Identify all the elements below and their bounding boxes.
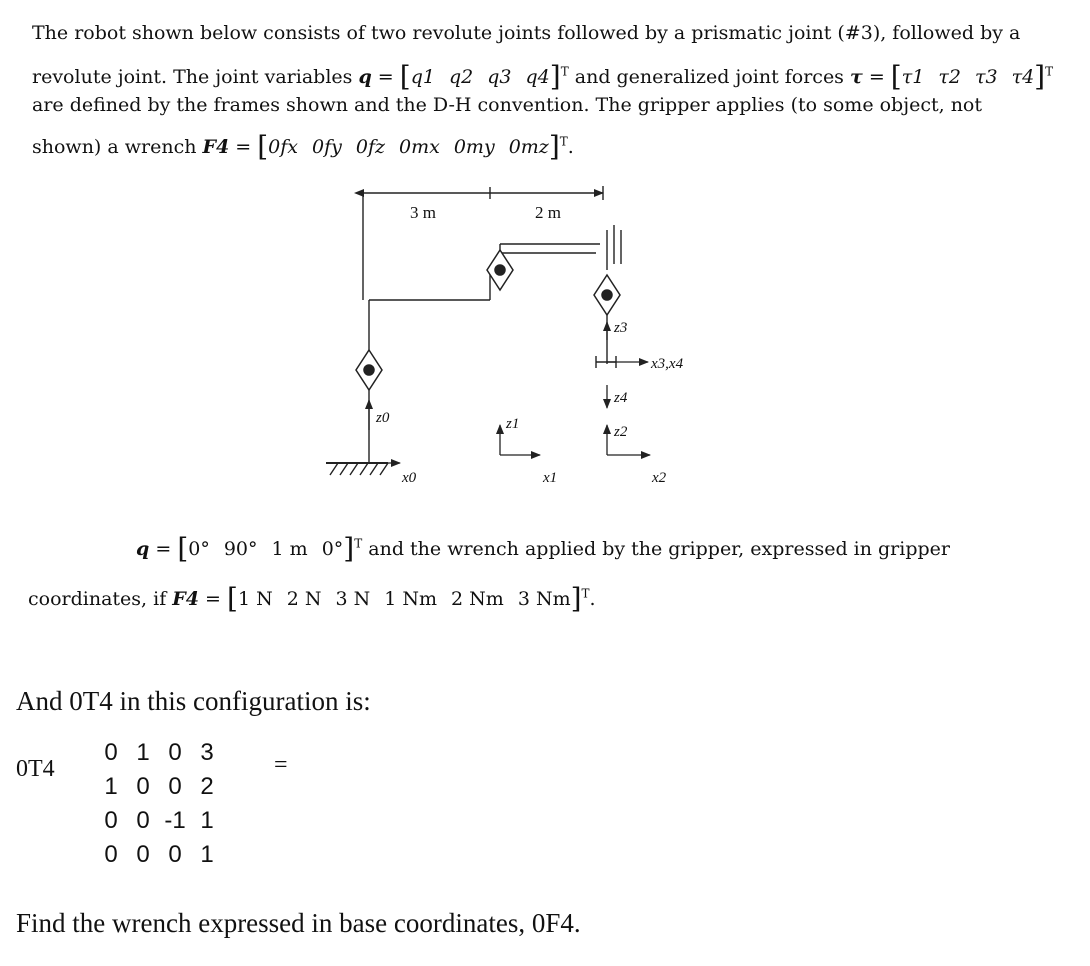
wrench-value: 3 N bbox=[335, 588, 371, 610]
wrench-element: 0fz bbox=[355, 136, 386, 158]
z4-label: z4 bbox=[614, 390, 628, 406]
q-value: 0° bbox=[321, 538, 344, 560]
transpose-mark: T bbox=[560, 64, 569, 79]
robot-diagram bbox=[0, 180, 1090, 500]
ground-hatch bbox=[330, 463, 388, 475]
equals-sign: = bbox=[205, 588, 221, 610]
wrench-symbol: F4 bbox=[202, 136, 230, 158]
z1-label: z1 bbox=[506, 416, 520, 432]
x3-x4-label: x3,x4 bbox=[651, 356, 684, 372]
q-value: 90° bbox=[223, 538, 258, 560]
tau-symbol: τ bbox=[849, 66, 863, 88]
given-line-2: coordinates, if F4 = [1 N 2 N 3 N 1 Nm 2 Nm 3 Nm]$^T$. bbox=[28, 582, 596, 615]
equals-sign: = bbox=[868, 66, 885, 88]
matrix-cell: 0 bbox=[104, 807, 118, 834]
transform-matrix bbox=[95, 736, 223, 872]
question-text: Find the wrench expressed in base coordinates, 0F4. bbox=[16, 908, 581, 938]
transpose-mark: T bbox=[581, 586, 590, 601]
matrix-row bbox=[95, 736, 223, 770]
wrench-value: 3 Nm bbox=[517, 588, 571, 610]
matrix-row bbox=[95, 838, 223, 872]
q-element: q1 bbox=[410, 66, 435, 88]
matrix-cell: 0 bbox=[104, 841, 118, 868]
x0-label: x0 bbox=[402, 470, 417, 486]
wrench-symbol: F4 bbox=[172, 588, 199, 610]
matrix-cell: 0 bbox=[168, 739, 182, 766]
matrix-cell: 3 bbox=[200, 739, 214, 766]
equals-sign: = bbox=[155, 538, 172, 560]
tau-element: τ2 bbox=[938, 66, 961, 88]
matrix-cell: 1 bbox=[136, 739, 150, 766]
matrix-equals-sign: = bbox=[274, 752, 288, 778]
given-line-1: q = [0° 90° 1 m 0°]$^T$ and the wrench applied by the gripper, expressed in gripper bbox=[136, 532, 950, 565]
matrix-cell: 0 bbox=[136, 807, 150, 834]
dimension-3m: 3 m bbox=[410, 203, 436, 222]
tau-element: τ1 bbox=[901, 66, 925, 88]
q-value: 0° bbox=[188, 538, 210, 560]
matrix-row bbox=[95, 770, 223, 804]
z3-label: z3 bbox=[614, 320, 628, 336]
wrench-element: 0mz bbox=[508, 136, 549, 158]
problem-line-1: The robot shown below consists of two revolute joints followed by a prismatic joint (#3), followed by a bbox=[32, 22, 1021, 44]
matrix-row bbox=[95, 804, 223, 838]
given-text: and the wrench applied by the gripper, expressed in gripper bbox=[368, 538, 950, 560]
q-symbol: q bbox=[136, 538, 150, 560]
wrench-element: 0fy bbox=[312, 136, 342, 158]
wrench-value: 2 N bbox=[286, 588, 322, 610]
tau-element: τ4 bbox=[1011, 66, 1035, 88]
z2-label: z2 bbox=[614, 424, 628, 440]
matrix-cell: 0 bbox=[136, 841, 150, 868]
problem-line-4: shown) a wrench F4 = [0fx 0fy 0fz 0mx 0my 0mz]$^T$. bbox=[32, 130, 574, 163]
q-symbol: q bbox=[358, 66, 372, 88]
problem-text: shown) a wrench bbox=[32, 136, 197, 158]
equals-sign: = bbox=[377, 66, 394, 88]
matrix-cell: 1 bbox=[200, 841, 214, 868]
q-element: q2 bbox=[448, 66, 474, 88]
q-element: q3 bbox=[487, 66, 512, 88]
given-text: coordinates, if bbox=[28, 588, 167, 610]
problem-line-2: revolute joint. The joint variables q = [q1 q2 q3 q4]$^T$ and generalized joint forces τ = [τ1 τ2 τ3 τ4]$^T$ bbox=[32, 60, 1054, 93]
equals-sign: = bbox=[235, 136, 252, 158]
matrix-cell: 2 bbox=[200, 773, 214, 800]
problem-text: and generalized joint forces bbox=[574, 66, 844, 88]
wrench-value: 1 N bbox=[237, 588, 273, 610]
matrix-cell: 0 bbox=[136, 773, 150, 800]
wrench-element: 0mx bbox=[399, 136, 440, 158]
matrix-cell: 0 bbox=[168, 841, 182, 868]
x1-label: x1 bbox=[543, 470, 558, 486]
problem-text: revolute joint. The joint variables bbox=[32, 66, 353, 88]
joint-2-symbol bbox=[487, 250, 513, 290]
dimension-2m: 2 m bbox=[535, 203, 561, 222]
joint-1-symbol bbox=[356, 350, 382, 390]
joint-4-symbol bbox=[594, 275, 620, 315]
wrench-value: 2 Nm bbox=[451, 588, 504, 610]
matrix-cell: 1 bbox=[104, 773, 118, 800]
transpose-mark: T bbox=[354, 536, 363, 551]
matrix-cell: 0 bbox=[104, 739, 118, 766]
q-element: q4 bbox=[525, 66, 550, 88]
x2-label: x2 bbox=[652, 470, 667, 486]
matrix-cell: 1 bbox=[200, 807, 214, 834]
z0-label: z0 bbox=[376, 410, 390, 426]
matrix-cell: 0 bbox=[168, 773, 182, 800]
wrench-element: 0my bbox=[453, 136, 495, 158]
wrench-element: 0fx bbox=[268, 136, 299, 158]
transpose-mark: T bbox=[559, 134, 568, 149]
tau-element: τ3 bbox=[974, 66, 998, 88]
problem-line-3: are defined by the frames shown and the D-H convention. The gripper applies (to some object, not bbox=[32, 94, 983, 116]
wrench-value: 1 Nm bbox=[384, 588, 438, 610]
transpose-mark: T bbox=[1045, 64, 1054, 79]
transform-label: 0T4 bbox=[16, 756, 55, 782]
transform-heading: And 0T4 in this configuration is: bbox=[16, 686, 371, 716]
matrix-cell: -1 bbox=[164, 807, 186, 834]
q-value: 1 m bbox=[271, 538, 308, 560]
